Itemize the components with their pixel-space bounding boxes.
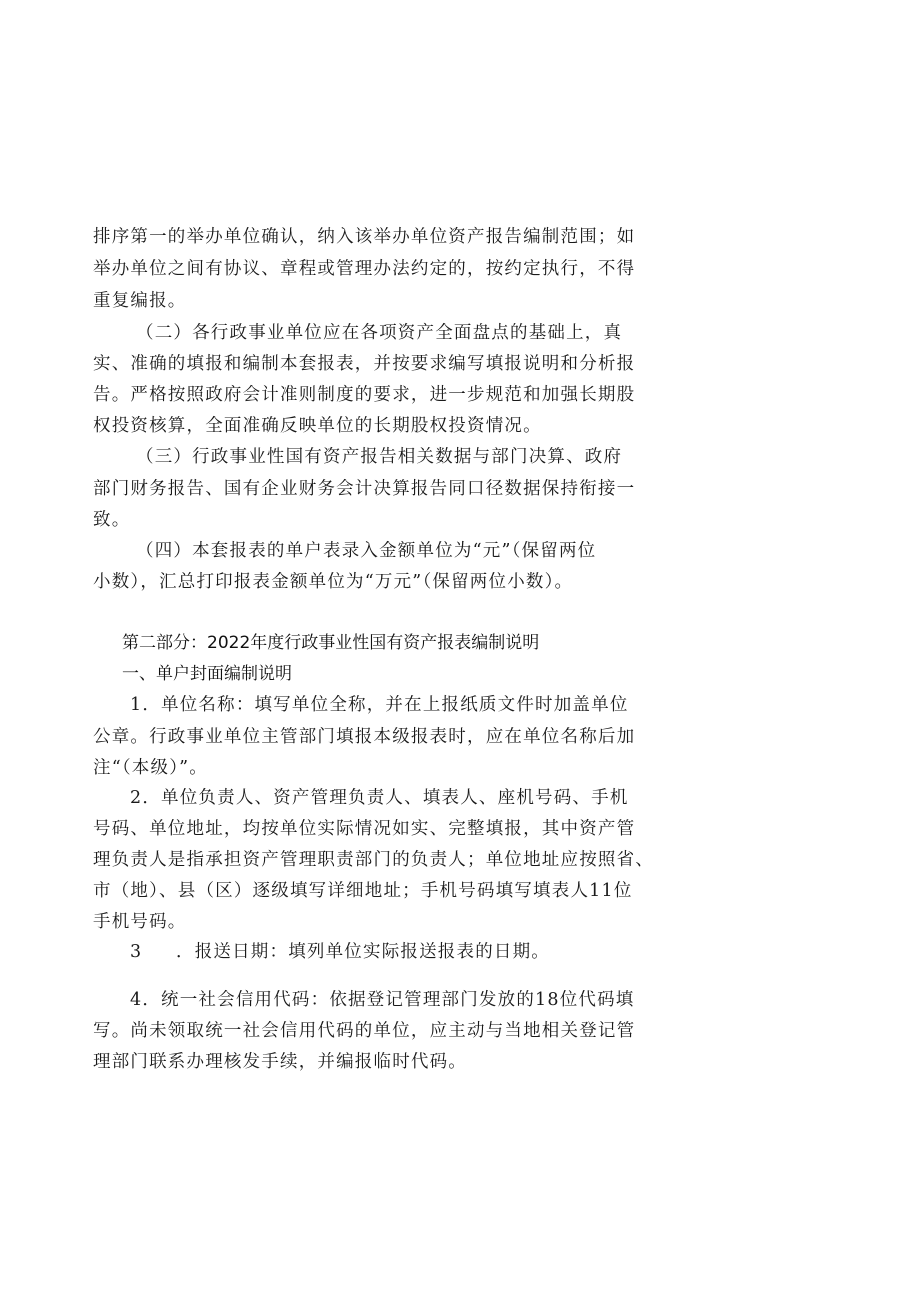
text-line: （四）本套报表的单户表录入金额单位为“元”（保留两位 [136, 541, 597, 561]
text-line: 号码、单位地址，均按单位实际情况如实、完整填报，其中资产管 [93, 819, 636, 839]
text-line: 实、准确的填报和编制本套报表，并按要求编写填报说明和分析报 [93, 354, 636, 374]
text-line: 致。 [93, 510, 131, 530]
item-number: 3 [130, 942, 143, 962]
text-line: 部门财务报告、国有企业财务会计决算报告同口径数据保持衔接一 [93, 479, 636, 499]
text-line: 1．单位名称：填写单位全称，并在上报纸质文件时加盖单位 [130, 695, 629, 715]
text-line: 手机号码。 [93, 912, 187, 932]
text-line: ．报送日期：填列单位实际报送报表的日期。 [176, 942, 550, 962]
text-line: 2．单位负责人、资产管理负责人、填表人、座机号码、手机 [130, 788, 629, 808]
text-line: 4．统一社会信用代码：依据登记管理部门发放的18位代码填 [130, 990, 635, 1010]
text-line: 举办单位之间有协议、章程或管理办法约定的，按约定执行，不得 [93, 259, 636, 279]
text-line: 排序第一的举办单位确认，纳入该举办单位资产报告编制范围；如 [93, 227, 636, 247]
text-line: （二）各行政事业单位应在各项资产全面盘点的基础上，真 [136, 323, 623, 343]
text-line: 公章。行政事业单位主管部门填报本级报表时，应在单位名称后加 [93, 727, 636, 747]
text-line: 理负责人是指承担资产管理职责部门的负责人；单位地址应按照省、 [93, 850, 654, 870]
text-line: 小数），汇总打印报表金额单位为“万元”（保留两位小数）。 [93, 572, 574, 592]
section-title: 第二部分：2022年度行政事业性国有资产报表编制说明 [122, 633, 540, 653]
subsection-title: 一、单户封面编制说明 [122, 664, 292, 684]
text-line: 注“（本级）”。 [93, 758, 208, 778]
text-line: （三）行政事业性国有资产报告相关数据与部门决算、政府 [136, 447, 623, 467]
text-line: 市（地）、县（区）逐级填写详细地址；手机号码填写填表人11位 [93, 881, 633, 901]
text-line: 写。尚未领取统一社会信用代码的单位，应主动与当地相关登记管 [93, 1021, 636, 1041]
text-line: 权投资核算，全面准确反映单位的长期股权投资情况。 [93, 416, 542, 436]
text-line: 告。严格按照政府会计准则制度的要求，进一步规范和加强长期股 [93, 385, 636, 405]
text-line: 理部门联系办理核发手续，并编报临时代码。 [93, 1052, 467, 1072]
text-line: 重复编报。 [93, 291, 187, 311]
